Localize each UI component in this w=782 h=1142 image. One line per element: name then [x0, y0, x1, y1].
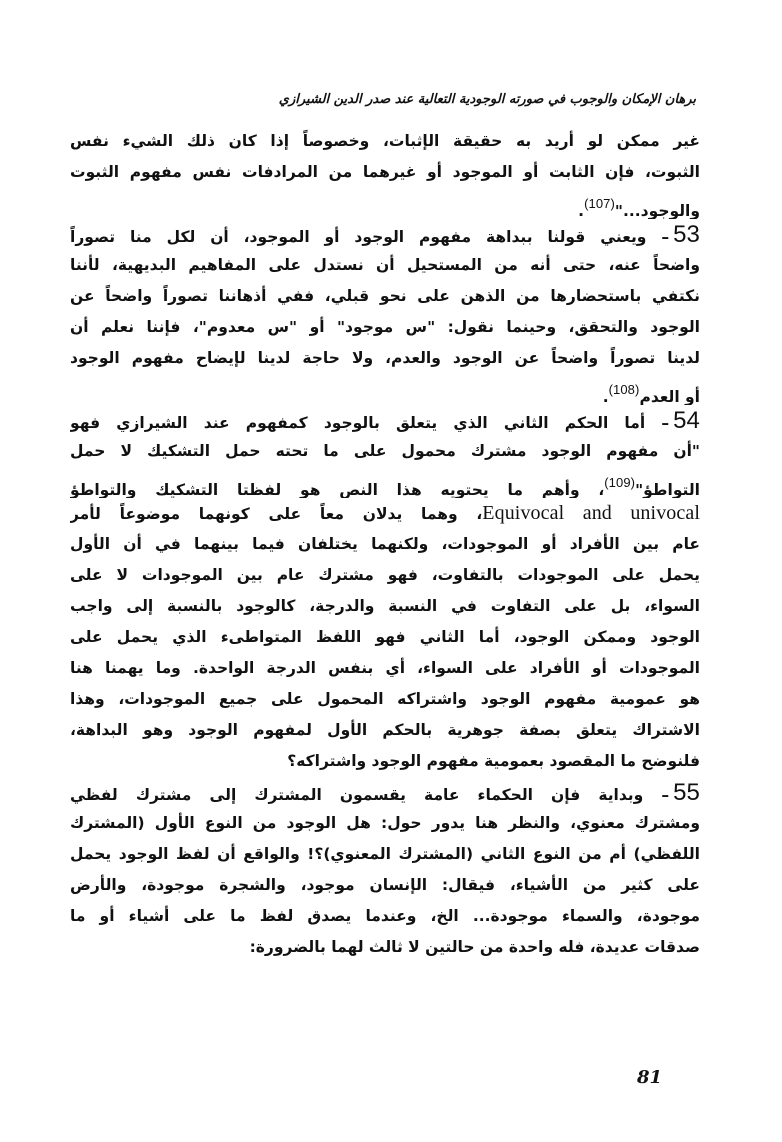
text-line: موجودة، والسماء موجودة... الخ، وعندما يصدق لفظ ما على أشياء أو ما [70, 907, 700, 925]
text-line: والوجود..."(107). [70, 188, 700, 219]
text-line: يحمل على الموجودات بالتفاوت، فهو مشترك عام بين الموجودات لا على [70, 566, 700, 584]
text-line: اللفظي) أم من النوع الثاني (المشترك المعنوي)؟! والواقع أن لفظ الوجود يحمل [70, 845, 700, 863]
footnote-marker[interactable]: (108) [608, 382, 640, 397]
text-line: الوجود والتحقق، وحينما نقول: "س موجود" أو "س معدوم"، فإننا نعلم أن [70, 318, 700, 336]
text-line: فلنوضح ما المقصود بعمومية مفهوم الوجود واشتراكه؟ [287, 752, 700, 770]
text-line: الموجودات أو الأفراد على السواء، أي بنفس الدرجة الواحدة. وما يهمنا هنا [70, 659, 700, 677]
footnote-marker[interactable]: (107) [584, 196, 615, 211]
latin-term: Equivocal and univocal [482, 502, 700, 524]
text-line: الاشتراك يتعلق بصفة جوهرية بالحكم الأول لمفهوم الوجود وهو البداهة، [70, 721, 700, 739]
text-line: الثبوت، فإن الثابت أو الموجود أو غيرهما من المرادفات نفس مفهوم الثبوت [70, 163, 700, 181]
paragraph [70, 219, 700, 405]
text-line: على كثير من الأشياء، فيقال: الإنسان موجود، والشجرة موجودة، والأرض [70, 876, 700, 894]
text-line: هو عمومية مفهوم الوجود واشتراكه المحمول على جميع الموجودات، وهذا [70, 690, 700, 708]
paragraph [70, 405, 700, 777]
text-line: السواء، بل على التفاوت في النسبة والدرجة، كالوجود بالنسبة إلى واجب [70, 597, 700, 615]
text-line: عام بين الأفراد أو الموجودات، ولكنهما يختلفان فيما بينهما في أن الأول [70, 535, 700, 553]
paragraph-number: 54 [673, 407, 700, 434]
footnote-marker[interactable]: (109) [604, 475, 636, 490]
text-line: الوجود وممكن الوجود، أما الثاني فهو اللفظ المتواطىء الذي يحمل على [70, 628, 700, 646]
text-line: التواطؤ"(109)، وأهم ما يحتويه هذا النص هو لفظتا التشكيك والتواطؤ [70, 467, 700, 498]
text-line: 53– ويعني قولنا ببداهة مفهوم الوجود أو الموجود، أن لكل منا تصوراً [70, 221, 700, 248]
text-line: 55– وبداية فإن الحكماء عامة يقسمون المشترك إلى مشترك لفظي [70, 779, 700, 806]
running-header: برهان الإمكان والوجوب في صورته الوجودية التعالية عند صدر الدين الشيرازي [278, 92, 696, 107]
text-line: غير ممكن لو أريد به حقيقة الإثبات، وخصوصاً إذا كان ذلك الشيء نفس [70, 132, 700, 150]
text-line: Equivocal and univocal، وهما يدلان معاً على كونهما موضوعاً لأمر [70, 502, 700, 524]
text-line: 54– أما الحكم الثاني الذي يتعلق بالوجود كمفهوم عند الشيرازي فهو [70, 407, 700, 434]
body-text [70, 126, 700, 963]
text-line: أو العدم(108). [70, 374, 700, 405]
text-line: ومشترك معنوي، والنظر هنا يدور حول: هل الوجود من النوع الأول (المشترك [70, 814, 700, 832]
text-line: لدينا تصوراً واضحاً عن الوجود والعدم، ولا حاجة لدينا لإيضاح مفهوم الوجود [70, 349, 700, 367]
book-page [70, 88, 700, 963]
paragraph [70, 126, 700, 219]
text-line: صدقات عديدة، فله واحدة من حالتين لا ثالث لهما بالضرورة: [249, 938, 700, 956]
paragraph [70, 777, 700, 963]
paragraph-number: 53 [673, 221, 700, 248]
text-line: نكتفي باستحضارها من الذهن على نحو قبلي، ففي أذهاننا تصوراً واضحاً عن [70, 287, 700, 305]
page-number: 81 [636, 1067, 662, 1088]
text-line: "أن مفهوم الوجود مشترك محمول على ما تحته حمل التشكيك لا حمل [70, 442, 700, 460]
text-line: واضحاً عنه، حتى أنه من المستحيل أن نستدل على المفاهيم البديهية، لأننا [70, 256, 700, 274]
paragraph-number: 55 [673, 779, 700, 806]
